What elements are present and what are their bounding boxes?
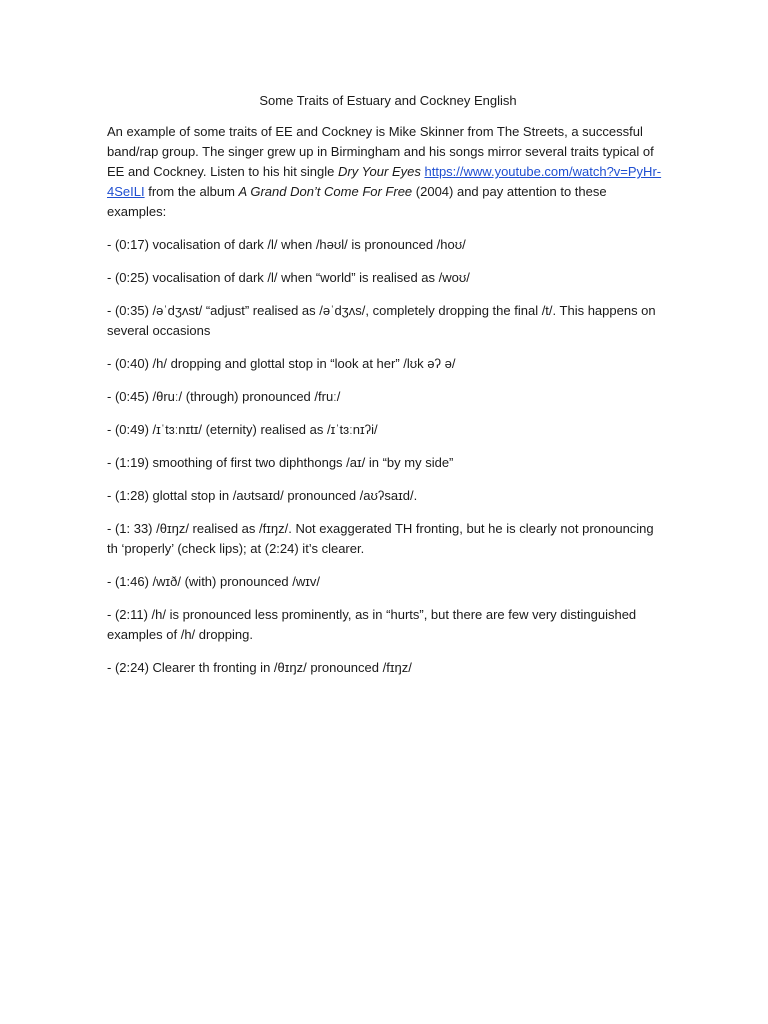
example-item: - (0:35) /əˈdʒʌst/ “adjust” realised as /əˈdʒʌs/, completely dropping the final /t/. This happens on several occasions: [107, 303, 656, 338]
example-item: - (2:11) /h/ is pronounced less prominently, as in “hurts”, but there are few very distinguished examples of /h/ dropping.: [107, 607, 637, 642]
example-item: - (1:19) smoothing of first two diphthongs /aɪ/ in “by my side”: [107, 455, 454, 470]
example-item: - (0:45) /θruː/ (through) pronounced /fruː/: [107, 389, 341, 404]
song-title: Dry Your Eyes: [338, 164, 421, 179]
intro-paragraph: [107, 122, 667, 222]
example-item: - (0:17) vocalisation of dark /l/ when /həʊl/ is pronounced /hoʊ/: [107, 237, 466, 252]
document-title: Some Traits of Estuary and Cockney English: [259, 93, 517, 108]
example-item: - (1: 33) /θɪŋz/ realised as /fɪŋz/. Not exaggerated TH fronting, but he is clearly not pronouncing th ‘properly’ (check lips); at (2:24) it’s clearer.: [107, 521, 654, 556]
intro-text-3: (2004) and pay attention to these examples:: [107, 184, 607, 219]
intro-text-1: An example of some traits of EE and Cockney is Mike Skinner from The Streets, a successful band/rap group. The singer grew up in Birmingham and his songs mirror several traits typical of EE and Cockney. Listen to his hit single: [107, 124, 654, 179]
youtube-link[interactable]: https://www.youtube.com/watch?v=PyHr-4SeILI: [107, 164, 662, 199]
intro-text-2: from the album: [144, 184, 239, 199]
example-item: - (0:49) /ɪˈtɜːnɪtɪ/ (eternity) realised as /ɪˈtɜːnɪʔi/: [107, 422, 378, 437]
example-item: - (0:25) vocalisation of dark /l/ when “world” is realised as /woʊ/: [107, 270, 470, 285]
document-body: [107, 92, 667, 691]
example-item: - (1:28) glottal stop in /aʊtsaɪd/ pronounced /aʊʔsaɪd/.: [107, 488, 418, 503]
album-title: A Grand Don’t Come For Free: [238, 184, 413, 199]
example-item: - (0:40) /h/ dropping and glottal stop in “look at her” /lʊk əʔ ə/: [107, 356, 456, 371]
example-item: - (2:24) Clearer th fronting in /θɪŋz/ pronounced /fɪŋz/: [107, 660, 412, 675]
example-item: - (1:46) /wɪð/ (with) pronounced /wɪv/: [107, 574, 321, 589]
